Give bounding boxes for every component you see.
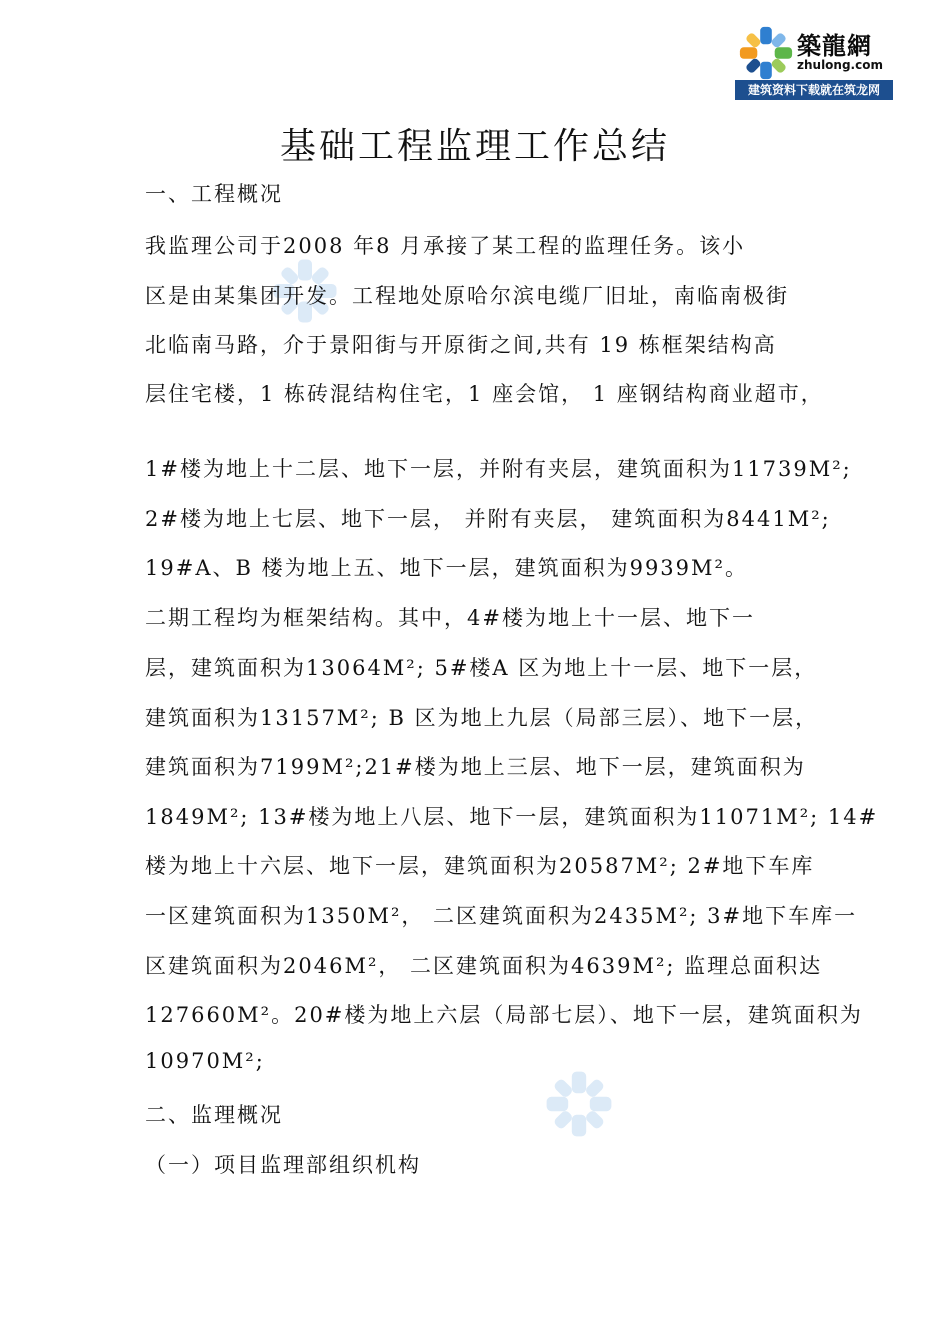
- logo-banner: 建筑资料下载就在筑龙网: [735, 80, 893, 100]
- section-heading: 二、监理概况: [145, 1103, 283, 1127]
- zhulong-logo: [735, 18, 893, 100]
- body-line: 区建筑面积为2046M²， 二区建筑面积为4639M²; 监理总面积达: [145, 954, 823, 978]
- body-line: 建筑面积为7199M²;21#楼为地上三层、地下一层，建筑面积为: [145, 755, 806, 779]
- body-line: 10970M²;: [145, 1049, 265, 1073]
- flower-logo-icon: [737, 24, 795, 82]
- body-line: 1#楼为地上十二层、地下一层，并附有夹层，建筑面积为11739M²;: [145, 457, 852, 481]
- body-line: 区是由某集团开发。工程地处原哈尔滨电缆厂旧址，南临南极街: [145, 284, 789, 308]
- section-heading: 一、工程概况: [145, 182, 283, 206]
- body-line: 层住宅楼，1 栋砖混结构住宅，1 座会馆， 1 座钢结构商业超市，: [145, 382, 824, 406]
- logo-url: zhulong.com: [797, 58, 883, 72]
- body-line: 一区建筑面积为1350M²， 二区建筑面积为2435M²; 3#地下车库一: [145, 904, 858, 928]
- body-line: 北临南马路，介于景阳街与开原街之间,共有 19 栋框架结构高: [145, 333, 777, 357]
- body-line: 楼为地上十六层、地下一层，建筑面积为20587M²; 2#地下车库: [145, 854, 815, 878]
- body-line: 127660M²。20#楼为地上六层（局部七层）、地下一层，建筑面积为: [145, 1003, 863, 1027]
- body-line: 2#楼为地上七层、地下一层， 并附有夹层， 建筑面积为8441M²;: [145, 507, 831, 531]
- body-line: 我监理公司于2008 年8 月承接了某工程的监理任务。该小: [145, 234, 746, 258]
- document-title: 基础工程监理工作总结: [279, 126, 670, 167]
- body-line: 19#A、B 楼为地上五、地下一层，建筑面积为9939M²。: [145, 556, 748, 580]
- subsection-heading: （一）项目监理部组织机构: [145, 1153, 421, 1177]
- body-line: 1849M²; 13#楼为地上八层、地下一层，建筑面积为11071M²; 14#: [145, 805, 879, 829]
- watermark-icon: [543, 1068, 615, 1140]
- logo-name: 築龍網: [797, 32, 872, 60]
- body-line: 层，建筑面积为13064M²; 5#楼A 区为地上十一层、地下一层，: [145, 656, 818, 680]
- body-line: 二期工程均为框架结构。其中，4#楼为地上十一层、地下一: [145, 606, 755, 630]
- body-line: 建筑面积为13157M²; B 区为地上九层（局部三层）、地下一层，: [145, 706, 819, 730]
